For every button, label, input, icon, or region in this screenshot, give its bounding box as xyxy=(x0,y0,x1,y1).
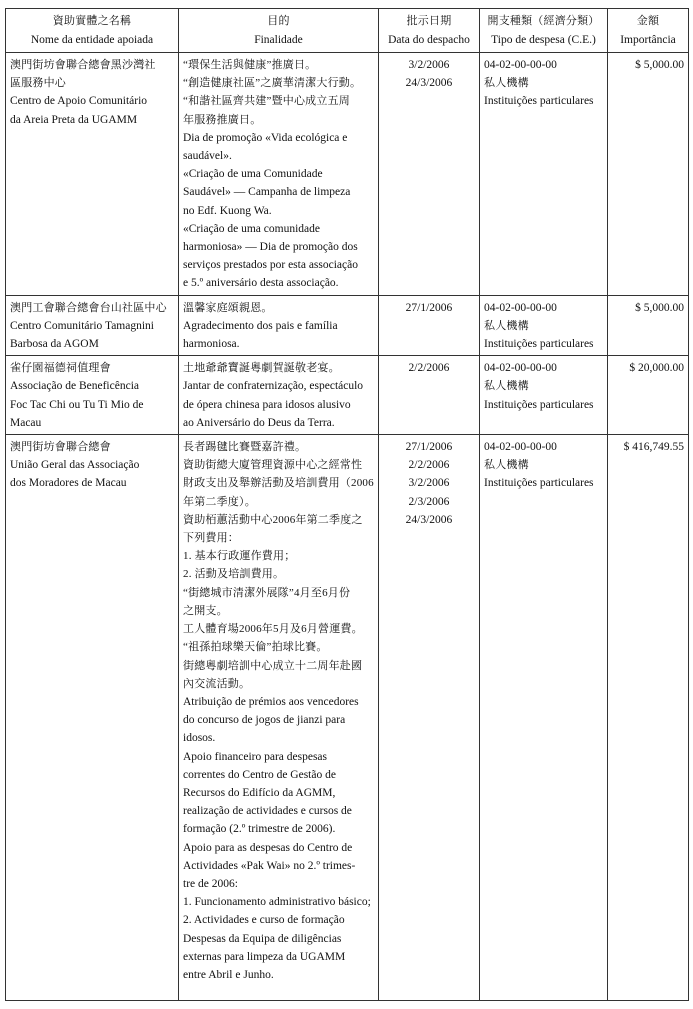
header-row xyxy=(6,9,689,53)
purpose-cell-line: no Edf. Kuong Wa. xyxy=(183,204,272,217)
type-cell-line: 04-02-00-00-00 xyxy=(484,301,557,314)
type-cell-line: Instituições particulares xyxy=(484,398,594,411)
purpose-cell-line: 年第二季度）。 xyxy=(183,495,256,508)
type-cell xyxy=(480,435,608,1001)
purpose-cell-line: Recursos do Edifício da AGMM, xyxy=(183,786,336,799)
type-cell-line: 私人機構 xyxy=(484,380,529,393)
purpose-cell-line: de ópera chinesa para idosos alusivo xyxy=(183,398,351,411)
entity-cell-line: Foc Tac Chi ou Tu Ti Mio de xyxy=(10,398,144,411)
purpose-cell-line: entre Abril e Junho. xyxy=(183,968,274,981)
amount-cell: $ 5,000.00 xyxy=(608,53,689,296)
type-cell xyxy=(480,53,608,296)
type-cell-line: 私人機構 xyxy=(484,319,529,332)
type-cell-line: 私人機構 xyxy=(484,459,529,472)
date-cell-line: 24/3/2006 xyxy=(405,513,453,526)
purpose-cell-line: 2. 活動及培訓費用。 xyxy=(183,568,285,581)
purpose-cell-line: “祖孫拍球樂天倫”拍球比賽。 xyxy=(183,641,328,654)
purpose-cell-line: Agradecimento dos pais e família xyxy=(183,319,338,332)
purpose-cell-line: “和諧社區齊共建”暨中心成立五周 xyxy=(183,95,350,108)
purpose-cell-line: Despesas da Equipa de diligências xyxy=(183,932,342,945)
entity-cell-line: dos Moradores de Macau xyxy=(10,477,127,490)
purpose-cell-line: 工人體育場2006年5月及6月營運費。 xyxy=(183,623,363,636)
header-date-zh: 批示日期 xyxy=(406,15,452,27)
type-cell xyxy=(480,295,608,356)
entity-cell-line: Centro de Apoio Comunitário xyxy=(10,95,148,108)
entity-cell-line: Associação de Beneficência xyxy=(10,380,139,393)
purpose-cell xyxy=(179,435,379,1001)
purpose-cell-line: ao Aniversário do Deus da Terra. xyxy=(183,416,335,429)
purpose-cell-line: 財政支出及舉辦活動及培訓費用（2006 xyxy=(183,477,374,490)
purpose-cell-line: Actividades «Pak Wai» no 2.º trimes- xyxy=(183,859,356,872)
entity-cell xyxy=(6,53,179,296)
date-cell-line: 27/1/2006 xyxy=(405,301,453,314)
entity-cell-line: 澳門街坊會聯合總會 xyxy=(10,441,111,454)
header-type xyxy=(480,9,608,53)
date-cell-line: 3/2/2006 xyxy=(408,59,450,71)
purpose-cell-line: Atribuição de prémios aos vencedores xyxy=(183,695,359,708)
table-row xyxy=(6,53,689,296)
purpose-cell-line: realização de actividades e cursos de xyxy=(183,805,352,818)
date-cell xyxy=(379,53,480,296)
header-entity xyxy=(6,9,179,53)
purpose-cell-line: serviços prestados por esta associação xyxy=(183,259,358,272)
purpose-cell-line: Dia de promoção «Vida ecológica e xyxy=(183,131,348,144)
grant-table-body xyxy=(6,53,689,1001)
entity-cell-line: da Areia Preta da UGAMM xyxy=(10,113,138,126)
type-cell-line: 04-02-00-00-00 xyxy=(484,59,557,71)
header-purpose-pt: Finalidade xyxy=(254,33,303,46)
purpose-cell-line: “街總城市清潔外展隊”4月至6月份 xyxy=(183,586,351,599)
type-cell-line: Instituições particulares xyxy=(484,95,594,108)
purpose-cell-line: 1. 基本行政運作費用； xyxy=(183,550,296,563)
purpose-cell xyxy=(179,356,379,435)
purpose-cell-line: 內交流活動。 xyxy=(183,677,251,690)
entity-cell-line: 區服務中心 xyxy=(10,77,66,90)
date-cell-line: 2/3/2006 xyxy=(408,495,450,508)
purpose-cell-line: idosos. xyxy=(183,732,216,745)
date-cell-line: 27/1/2006 xyxy=(405,441,453,454)
entity-cell-line: 澳門工會聯合總會台山社區中心 xyxy=(10,301,167,314)
purpose-cell-line: 長者踢毽比賽暨嘉許禮。 xyxy=(183,441,307,454)
purpose-cell-line: 之開支。 xyxy=(183,604,228,617)
type-cell-line: Instituições particulares xyxy=(484,477,594,490)
date-cell-line: 3/2/2006 xyxy=(408,477,450,490)
header-amount-pt: Importância xyxy=(620,33,676,46)
header-type-zh: 開支種類（經濟分類） xyxy=(487,15,600,27)
entity-cell-line: 澳門街坊會聯合總會黑沙灣社 xyxy=(10,59,156,71)
type-cell-line: 04-02-00-00-00 xyxy=(484,441,557,454)
header-amount xyxy=(608,9,689,53)
purpose-cell-line: Jantar de confraternização, espectáculo xyxy=(183,380,364,393)
table-row xyxy=(6,356,689,435)
type-cell-line: 私人機構 xyxy=(484,77,529,90)
date-cell xyxy=(379,295,480,356)
type-cell xyxy=(480,356,608,435)
purpose-cell-line: “環保生活與健康”推廣日。 xyxy=(183,59,317,71)
entity-cell-line: União Geral das Associação xyxy=(10,459,140,472)
entity-cell-line: 雀仔園福德祠值理會 xyxy=(10,362,111,375)
entity-cell-line: Centro Comunitário Tamagnini xyxy=(10,319,154,332)
purpose-cell-line: saudável». xyxy=(183,150,232,163)
purpose-cell-line: 土地爺爺寶誕粵劇賀誕敬老宴。 xyxy=(183,362,340,375)
purpose-cell-line: 下列費用： xyxy=(183,532,239,545)
header-date-pt: Data do despacho xyxy=(388,33,470,46)
purpose-cell-line: Saudável» — Campanha de limpeza xyxy=(183,186,351,199)
purpose-cell-line: 溫馨家庭頌親恩。 xyxy=(183,301,273,314)
purpose-cell-line: 1. Funcionamento administrativo básico; xyxy=(183,896,371,909)
entity-cell xyxy=(6,356,179,435)
entity-cell-line: Macau xyxy=(10,416,42,429)
table-row xyxy=(6,295,689,356)
purpose-cell-line: 資助街總大廈管理資源中心之經常性 xyxy=(183,459,363,472)
purpose-cell-line: 資助栢蕙活動中心2006年第二季度之 xyxy=(183,513,363,526)
purpose-cell xyxy=(179,53,379,296)
amount-cell: $ 20,000.00 xyxy=(608,356,689,435)
date-cell-line: 2/2/2006 xyxy=(408,362,450,375)
date-cell xyxy=(379,356,480,435)
date-cell xyxy=(379,435,480,1001)
purpose-cell-line: Apoio financeiro para despesas xyxy=(183,750,328,763)
grant-table xyxy=(5,8,689,1001)
header-amount-zh: 金額 xyxy=(636,15,660,27)
header-entity-zh: 資助實體之名稱 xyxy=(52,15,132,27)
purpose-cell-line: externas para limpeza da UGAMM xyxy=(183,950,346,963)
type-cell-line: 04-02-00-00-00 xyxy=(484,362,557,375)
header-entity-pt: Nome da entidade apoiada xyxy=(30,33,154,46)
amount-cell: $ 5,000.00 xyxy=(608,295,689,356)
entity-cell xyxy=(6,295,179,356)
purpose-cell-line: e 5.º aniversário desta associação. xyxy=(183,277,339,290)
date-cell-line: 24/3/2006 xyxy=(405,77,453,90)
header-purpose-zh: 目的 xyxy=(267,15,290,27)
purpose-cell-line: harmoniosa. xyxy=(183,338,240,351)
entity-cell-line: Barbosa da AGOM xyxy=(10,338,99,351)
entity-cell xyxy=(6,435,179,1001)
purpose-cell-line: formação (2.º trimestre de 2006). xyxy=(183,823,336,836)
amount-cell: $ 416,749.55 xyxy=(608,435,689,1001)
purpose-cell-line: “創造健康社區”之廣華清潔大行動。 xyxy=(183,77,362,90)
header-date xyxy=(379,9,480,53)
header-type-pt: Tipo de despesa (C.E.) xyxy=(491,33,596,46)
purpose-cell-line: 街總粵劇培訓中心成立十二周年赴國 xyxy=(183,659,363,672)
table-row xyxy=(6,435,689,1001)
purpose-cell-line: correntes do Centro de Gestão de xyxy=(183,768,336,781)
purpose-cell-line: harmoniosa» — Dia de promoção dos xyxy=(183,241,358,254)
type-cell-line: Instituições particulares xyxy=(484,338,594,351)
header-purpose xyxy=(179,9,379,53)
purpose-cell-line: tre de 2006: xyxy=(183,877,238,890)
purpose-cell-line: Apoio para as despesas do Centro de xyxy=(183,841,353,854)
purpose-cell-line: «Criação de uma Comunidade xyxy=(183,168,323,181)
purpose-cell-line: do concurso de jogos de jianzi para xyxy=(183,714,346,727)
purpose-cell-line: 年服務推廣日。 xyxy=(183,113,262,126)
purpose-cell-line: 2. Actividades e curso de formação xyxy=(183,914,345,927)
date-cell-line: 2/2/2006 xyxy=(408,459,450,472)
purpose-cell xyxy=(179,295,379,356)
purpose-cell-line: «Criação de uma comunidade xyxy=(183,222,320,235)
